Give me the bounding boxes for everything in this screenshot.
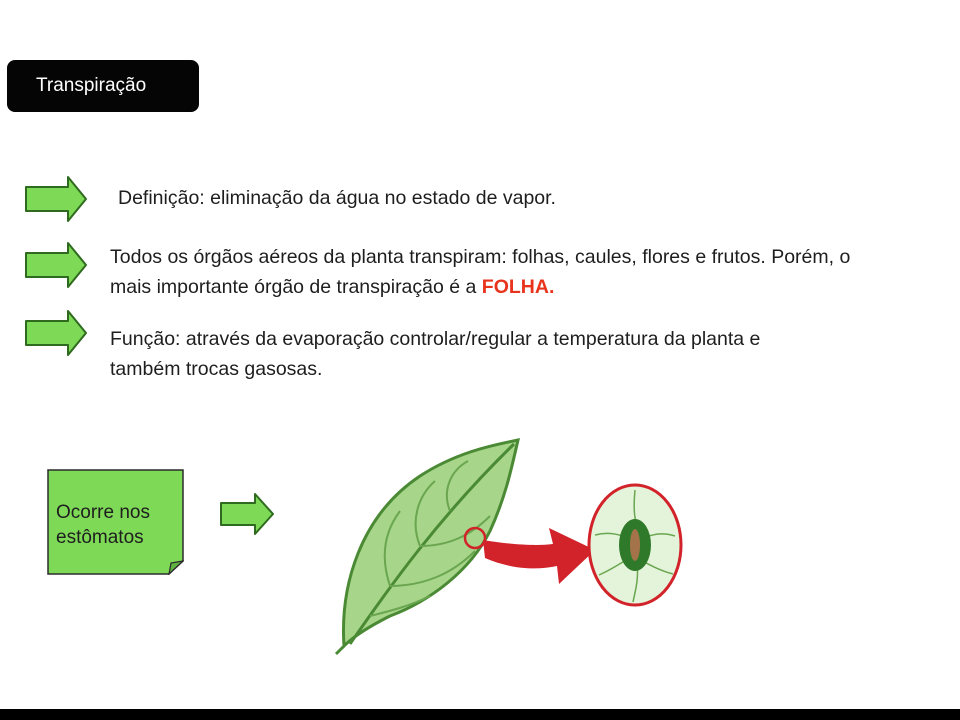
note-line2: estômatos	[56, 527, 144, 548]
red-arrow-icon	[483, 510, 598, 590]
bullet-organs	[110, 242, 850, 302]
highlight-folha: FOLHA.	[481, 276, 555, 298]
note-text	[56, 500, 150, 550]
bullet-function-line2: também trocas gasosas.	[110, 358, 323, 380]
bullet-organs-line1: Todos os órgãos aéreos da planta transpiram: folhas, caules, flores e frutos. Porém, o	[110, 246, 851, 268]
green-arrow-icon	[24, 309, 88, 357]
bullet-definition-text: Definição: eliminação da água no estado de vapor.	[118, 187, 556, 209]
bullet-definition	[118, 183, 556, 213]
bullet-organs-line2	[110, 272, 850, 302]
green-arrow-icon	[24, 175, 88, 223]
green-arrow-icon	[219, 492, 275, 536]
bullet-function	[110, 324, 760, 384]
bottom-bar	[0, 709, 960, 720]
note-line1: Ocorre nos	[56, 502, 150, 523]
bullet-organs-line2-text: mais importante órgão de transpiração é a	[110, 276, 482, 298]
green-arrow-icon	[24, 241, 88, 289]
bullet-function-line1: Função: através da evaporação controlar/regular a temperatura da planta e	[110, 328, 761, 350]
page-title	[7, 60, 199, 112]
stoma-illustration	[585, 480, 685, 610]
page-title-text: Transpiração	[36, 75, 147, 96]
